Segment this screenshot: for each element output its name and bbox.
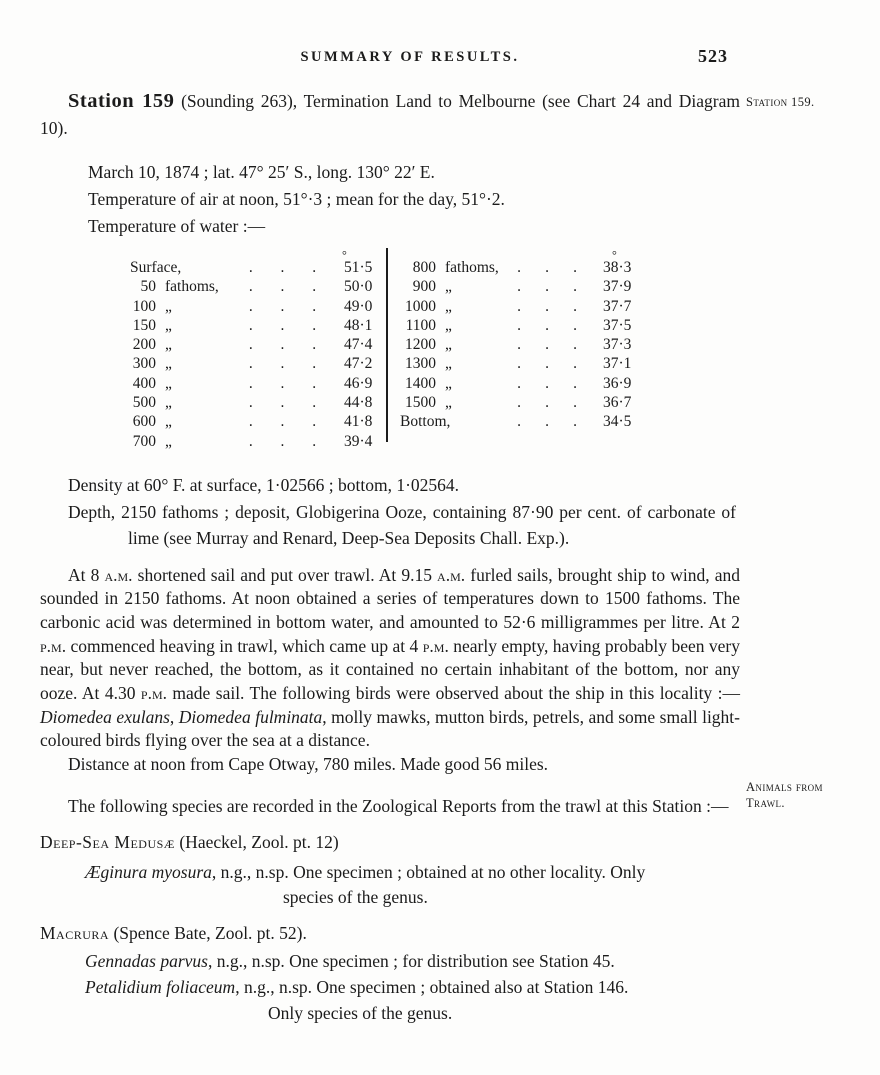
temperature-value: 47·2 (344, 355, 373, 373)
leader-dot: . (545, 394, 549, 412)
depth-unit: „ (445, 297, 452, 315)
temp-row (130, 375, 386, 394)
leader-dot: . (573, 316, 577, 334)
medusae-header-rest: (Haeckel, Zool. pt. 12) (174, 831, 339, 852)
dot-leaders (231, 278, 344, 296)
depth-label: 150 (132, 316, 156, 334)
leader-dot: . (280, 316, 285, 334)
leader-dot: . (517, 259, 521, 276)
leader-dot: . (573, 259, 577, 276)
depth-label: 1200 (405, 336, 436, 354)
leader-dot: . (312, 336, 317, 354)
macrura-section-header (40, 920, 740, 946)
station-heading-number: Station 159 (68, 90, 175, 112)
leader-dot: . (312, 278, 317, 296)
depth-label: 1500 (405, 394, 436, 412)
depth-unit: „ (445, 316, 452, 334)
margin-note-animals: Animals from Trawl. (746, 780, 823, 810)
depth-unit: „ (445, 336, 452, 354)
leader-dot: . (573, 374, 577, 392)
macrura-header-rest: (Spence Bate, Zool. pt. 52). (109, 922, 307, 943)
dot-leaders (231, 394, 344, 412)
text-segment: shortened sail and put over trawl. At 9.15 (132, 564, 438, 585)
macrura-header-caps: Macrura (40, 922, 110, 943)
depth-unit: „ (445, 374, 452, 392)
table-divider (386, 248, 388, 442)
temp-row (400, 298, 645, 317)
temp-row (400, 259, 645, 278)
dot-leaders (501, 259, 603, 277)
leader-dot: . (312, 432, 317, 450)
text-segment: a.m. (104, 564, 133, 585)
depth-unit: fathoms, (165, 278, 219, 296)
leader-dot: . (280, 336, 285, 354)
species-entry-text: , n.g., n.sp. One specimen ; obtained also at Station 146. (235, 977, 629, 998)
leader-dot: . (517, 278, 521, 296)
temp-row (400, 375, 645, 394)
depth-label: 700 (132, 432, 156, 450)
depth-label: 100 (132, 297, 156, 315)
species-entry-continuation: Only species of the genus. (268, 1002, 453, 1023)
depth-unit: „ (165, 336, 172, 354)
degree-mark: ° (342, 248, 347, 262)
depth-label: 900 (412, 278, 436, 296)
temperature-value: 51·5 (344, 259, 373, 276)
species-intro-paragraph: The following species are recorded in the Zoological Reports from the trawl at this Station :— (68, 795, 729, 816)
temperature-value: 36·9 (603, 374, 632, 392)
depth-unit: „ (165, 394, 172, 412)
temp-row (400, 394, 645, 413)
temperature-value: 37·1 (603, 355, 632, 373)
dot-leaders (501, 278, 603, 296)
dot-leaders (501, 394, 603, 412)
leader-dot: . (248, 374, 253, 392)
depth-unit: „ (445, 278, 452, 296)
degree-row (400, 246, 645, 262)
temp-row (130, 355, 386, 374)
dot-leaders (501, 355, 603, 373)
text-segment: made sail. The following birds were observed about the ship in this locality :— (166, 683, 740, 704)
leader-dot: . (248, 278, 253, 296)
temp-row (130, 336, 386, 355)
temp-table-left (130, 246, 386, 452)
leader-dot: . (573, 413, 577, 431)
leader-dot: . (248, 297, 253, 315)
page-number: 523 (698, 46, 728, 66)
leader-dot: . (312, 297, 317, 315)
leader-dot: . (280, 432, 285, 450)
leader-dot: . (517, 394, 521, 412)
dot-leaders (231, 259, 344, 277)
dot-leaders (501, 413, 603, 431)
leader-dot: . (312, 413, 317, 431)
water-temperature-table (40, 246, 740, 458)
leader-dot: . (517, 355, 521, 373)
depth-unit: „ (165, 413, 172, 431)
text-segment: nearly empty, having probably been very near, but never reached, the bottom, as it contained no certain inhabitant of the bottom, nor any ooze. At 4.30 (40, 635, 740, 704)
text-segment: Diomedea exulans (40, 706, 170, 727)
density-line: Density at 60° F. at surface, 1·02566 ; bottom, 1·02564. (68, 475, 460, 495)
depth-label: 200 (132, 336, 156, 354)
leader-dot: . (280, 259, 285, 276)
degree-row (130, 246, 386, 262)
distance-paragraph: Distance at noon from Cape Otway, 780 miles. Made good 56 miles. (68, 754, 549, 775)
depth-unit: „ (165, 355, 172, 373)
medusae-section-header (40, 829, 740, 855)
dot-leaders (501, 375, 603, 393)
leader-dot: . (280, 374, 285, 392)
temp-row (130, 259, 386, 278)
text-segment: , (169, 706, 179, 727)
temp-table-right (400, 246, 645, 433)
depth-label: 1000 (405, 297, 436, 315)
density-depth-block (68, 472, 736, 552)
temperature-value: 38·3 (603, 259, 632, 276)
narrative-paragraph (40, 564, 740, 754)
running-head: SUMMARY OF RESULTS. (300, 49, 520, 65)
species-entry-aeginura (85, 860, 733, 911)
leader-dot: . (545, 259, 549, 276)
depth-unit: „ (165, 432, 172, 450)
leader-dot: . (573, 336, 577, 354)
temperature-value: 34·5 (603, 413, 632, 431)
species-entry-text: , n.g., n.sp. One specimen ; obtained at no other locality. Only (211, 861, 646, 882)
temperature-value: 37·7 (603, 297, 632, 315)
leader-dot: . (545, 374, 549, 392)
temp-row (130, 433, 386, 452)
leader-dot: . (517, 316, 521, 334)
depth-unit: „ (165, 316, 172, 334)
depth-label: 1300 (405, 355, 436, 373)
leader-dot: . (312, 374, 317, 392)
leader-dot: . (312, 355, 317, 373)
depth-unit: „ (165, 297, 172, 315)
leader-dot: . (312, 259, 317, 276)
text-segment: At 8 (68, 564, 105, 585)
dot-leaders (231, 298, 344, 316)
leader-dot: . (280, 278, 285, 296)
dot-leaders (231, 413, 344, 431)
leader-dot: . (517, 374, 521, 392)
degree-mark: ° (612, 248, 617, 262)
leader-dot: . (248, 413, 253, 431)
info-line-air-temp: Temperature of air at noon, 51°·3 ; mean for the day, 51°·2. (88, 189, 505, 209)
leader-dot: . (280, 355, 285, 373)
text-segment: Diomedea fulminata (178, 706, 323, 727)
leader-dot: . (280, 394, 285, 412)
leader-dot: . (248, 259, 253, 276)
info-line-water-temp: Temperature of water :— (88, 216, 266, 236)
leader-dot: . (248, 355, 253, 373)
depth-label: Bottom, (400, 413, 451, 431)
leader-dot: . (573, 355, 577, 373)
leader-dot: . (545, 336, 549, 354)
temperature-value: 49·0 (344, 297, 373, 315)
depth-label: 800 (412, 259, 436, 276)
temp-row (400, 355, 645, 374)
text-segment: furled sails, brought ship to wind, and sounded in 2150 fathoms. At noon obtained a series of temperatures down to 1500 fathoms. The carbonic acid was determined in bottom water, and amounted to 52·6 milligrammes per litre. At 2 (40, 564, 741, 632)
dot-leaders (231, 317, 344, 335)
temp-row (400, 413, 645, 432)
leader-dot: . (248, 336, 253, 354)
depth-label: 600 (132, 413, 156, 431)
species-name: Petalidium foliaceum (85, 977, 236, 998)
depth-label: 50 (140, 278, 156, 296)
temp-row (130, 298, 386, 317)
dot-leaders (231, 336, 344, 354)
leader-dot: . (517, 297, 521, 315)
main-text-column (40, 88, 740, 1026)
species-entry-text: , n.g., n.sp. One specimen ; for distribution see Station 45. (207, 950, 615, 971)
temp-row (130, 317, 386, 336)
temp-row (130, 394, 386, 413)
leader-dot: . (312, 394, 317, 412)
species-name: Gennadas parvus (85, 950, 208, 971)
depth-line: Depth, 2150 fathoms ; deposit, Globigerina Ooze, containing 87·90 per cent. of carbonate of lime (see Murray and Renard, Deep-Sea Deposits Chall. Exp.). (68, 501, 736, 548)
text-segment: p.m. (422, 635, 449, 656)
temperature-value: 50·0 (344, 278, 373, 296)
temp-row (400, 278, 645, 297)
leader-dot: . (248, 316, 253, 334)
temperature-value: 44·8 (344, 394, 373, 412)
dot-leaders (501, 298, 603, 316)
species-entry-petalidium (85, 975, 733, 1026)
temp-row (130, 413, 386, 432)
leader-dot: . (517, 413, 521, 431)
leader-dot: . (280, 297, 285, 315)
depth-label: 500 (132, 394, 156, 412)
dot-leaders (231, 375, 344, 393)
depth-unit: „ (445, 394, 452, 412)
leader-dot: . (573, 394, 577, 412)
leader-dot: . (545, 355, 549, 373)
leader-dot: . (545, 278, 549, 296)
station-heading-rest: (Sounding 263), Termination Land to Melbourne (see Chart 24 and Diagram 10). (40, 91, 740, 138)
leader-dot: . (545, 316, 549, 334)
margin-note-station: Station 159. (746, 95, 815, 109)
temperature-value: 37·3 (603, 336, 632, 354)
dot-leaders (501, 336, 603, 354)
station-info-block (88, 159, 740, 240)
leader-dot: . (248, 394, 253, 412)
depth-label: 1100 (405, 316, 436, 334)
text-segment: p.m. (140, 683, 167, 704)
leader-dot: . (545, 413, 549, 431)
depth-label: 300 (132, 355, 156, 373)
species-name: Æginura myosura (85, 861, 212, 882)
temp-row (400, 336, 645, 355)
station-heading (40, 88, 740, 142)
leader-dot: . (517, 336, 521, 354)
info-line-date: March 10, 1874 ; lat. 47° 25′ S., long. 130° 22′ E. (88, 162, 435, 182)
dot-leaders (231, 433, 344, 451)
temp-row (400, 317, 645, 336)
text-segment: , molly mawks, mutton birds, petrels, and some small light-coloured birds flying over the sea at a distance. (40, 706, 741, 751)
leader-dot: . (312, 316, 317, 334)
leader-dot: . (248, 432, 253, 450)
temperature-value: 48·1 (344, 316, 373, 334)
temperature-value: 47·4 (344, 336, 373, 354)
temperature-value: 41·8 (344, 413, 373, 431)
depth-unit: fathoms, (445, 259, 499, 276)
text-segment: p.m. (40, 635, 67, 656)
depth-label: 400 (132, 374, 156, 392)
leader-dot: . (573, 297, 577, 315)
depth-label: Surface, (130, 259, 182, 276)
depth-unit: „ (445, 355, 452, 373)
temperature-value: 36·7 (603, 394, 632, 412)
leader-dot: . (573, 278, 577, 296)
species-entry-continuation: species of the genus. (283, 887, 428, 908)
depth-label: 1400 (405, 374, 436, 392)
leader-dot: . (280, 413, 285, 431)
text-segment: a.m. (437, 564, 466, 585)
text-segment: commenced heaving in trawl, which came up at 4 (66, 635, 423, 656)
dot-leaders (501, 317, 603, 335)
depth-unit: „ (165, 374, 172, 392)
medusae-header-caps: Deep-Sea Medusæ (40, 831, 175, 852)
dot-leaders (231, 355, 344, 373)
temperature-value: 37·5 (603, 316, 632, 334)
temperature-value: 37·9 (603, 278, 632, 296)
temperature-value: 46·9 (344, 374, 373, 392)
temp-row (130, 278, 386, 297)
species-entry-gennadas (85, 949, 733, 975)
leader-dot: . (545, 297, 549, 315)
temperature-value: 39·4 (344, 432, 373, 450)
